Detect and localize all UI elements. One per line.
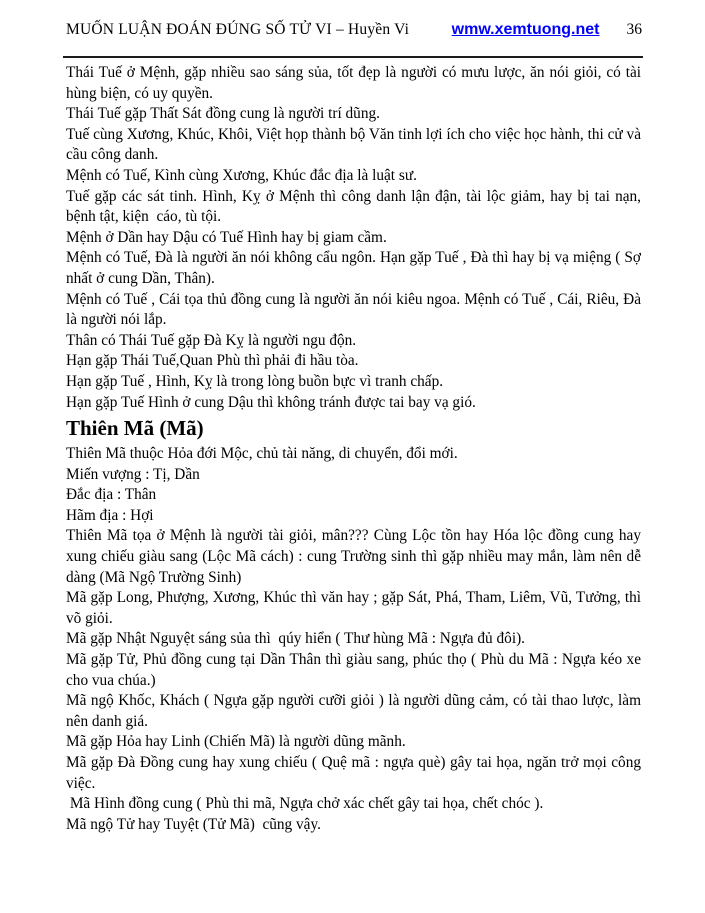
page-header — [66, 21, 642, 39]
paragraph: Thái Tuế gặp Thất Sát đồng cung là người trí dũng. — [66, 105, 380, 123]
paragraph: Mệnh có Tuế , Cái tọa thủ đồng cung là người ăn nói kiêu ngoa. Mệnh có Tuế , Cái, Riêu, Đà là người nói lắp. — [66, 290, 645, 329]
website-link[interactable]: wmw.xemtuong.net — [451, 21, 600, 38]
paragraph: Mệnh có Tuế, Đà là người ăn nói không cẩu ngôn. Hạn gặp Tuế , Đà thì hay bị vạ miệng ( Sợ nhất ở cung Dần, Thân). — [66, 249, 645, 287]
paragraph: Thiên Mã thuộc Hỏa đới Mộc, chủ tài năng, di chuyển, đổi mới. — [66, 445, 458, 463]
paragraph: Mã gặp Đà Đồng cung hay xung chiếu ( Quệ mã : ngựa què) gây tai họa, ngăn trở mọi công việc. — [66, 754, 645, 792]
paragraph: Mệnh có Tuế, Kình cùng Xương, Khúc đắc địa là luật sư. — [66, 166, 417, 184]
paragraph: Miến vượng : Tị, Dần — [66, 465, 200, 483]
section-heading: Thiên Mã (Mã) — [66, 416, 204, 441]
paragraph: Hạn gặp Tuế Hình ở cung Dậu thì không tránh được tai bay vạ gió. — [66, 393, 476, 411]
paragraph: Thiên Mã tọa ở Mệnh là người tài giỏi, mân??? Cùng Lộc tồn hay Hóa lộc đồng cung hay xung chiếu giàu sang (Lộc Mã cách) : cung Trường sinh thì gặp nhiều may mắn, làm nên dễ dàng (Mã Ngộ Trường Sinh) — [66, 527, 645, 586]
header-divider — [63, 56, 643, 58]
paragraph: Mã ngộ Khốc, Khách ( Ngựa gặp người cưỡi giỏi ) là người dũng cảm, có tài thao lược, làm nên danh giá. — [66, 692, 645, 730]
paragraph: Mã Hình đồng cung ( Phù thi mã, Ngựa chở xác chết gây tai họa, chết chóc ). — [66, 795, 544, 813]
paragraph: Mã gặp Long, Phượng, Xương, Khúc thì văn hay ; gặp Sát, Phá, Tham, Liêm, Vũ, Tưởng, thì võ giỏi. — [66, 589, 645, 627]
paragraph: Mệnh ở Dần hay Dậu có Tuế Hình hay bị giam cầm. — [66, 228, 387, 246]
paragraph: Hạn gặp Thái Tuế,Quan Phù thì phải đi hầu tòa. — [66, 352, 359, 370]
paragraph: Tuế cùng Xương, Khúc, Khôi, Việt họp thành bộ Văn tinh lợi ích cho việc học hành, thi cử và cầu công danh. — [66, 125, 645, 164]
paragraph: Tuế gặp các sát tinh. Hình, Kỵ ở Mệnh thì công danh lận đận, tài lộc giảm, hay bị tai nạn, bệnh tật, kiện cáo, tù tội. — [66, 187, 645, 226]
paragraph: Thái Tuế ở Mệnh, gặp nhiều sao sáng sủa, tốt đẹp là người có mưu lược, ăn nói giỏi, có tài hùng biện, có uy quyền. — [66, 64, 645, 102]
paragraph: Hãm địa : Hợi — [66, 506, 154, 524]
paragraph: Mã gặp Nhật Nguyệt sáng sủa thì qúy hiển ( Thư hùng Mã : Ngựa đủ đôi). — [66, 630, 525, 648]
paragraph: Mã gặp Hỏa hay Linh (Chiến Mã) là người dũng mãnh. — [66, 733, 406, 751]
paragraph: Thân có Thái Tuế gặp Đà Kỵ là người ngu độn. — [66, 331, 357, 349]
document-title: MUỐN LUẬN ĐOÁN ĐÚNG SỐ TỬ VI – Huyền Vi — [66, 21, 410, 38]
document-body — [66, 63, 645, 835]
page-number: 36 — [626, 21, 642, 38]
paragraph: Mã ngộ Tử hay Tuyệt (Tử Mã) cũng vậy. — [66, 815, 321, 833]
paragraph: Đắc địa : Thân — [66, 486, 157, 504]
paragraph: Mã gặp Tử, Phủ đồng cung tại Dần Thân thì giàu sang, phúc thọ ( Phù du Mã : Ngựa kéo xe cho vua chúa.) — [66, 651, 645, 689]
paragraph: Hạn gặp Tuế , Hình, Kỵ là trong lòng buồn bực vì tranh chấp. — [66, 372, 444, 390]
